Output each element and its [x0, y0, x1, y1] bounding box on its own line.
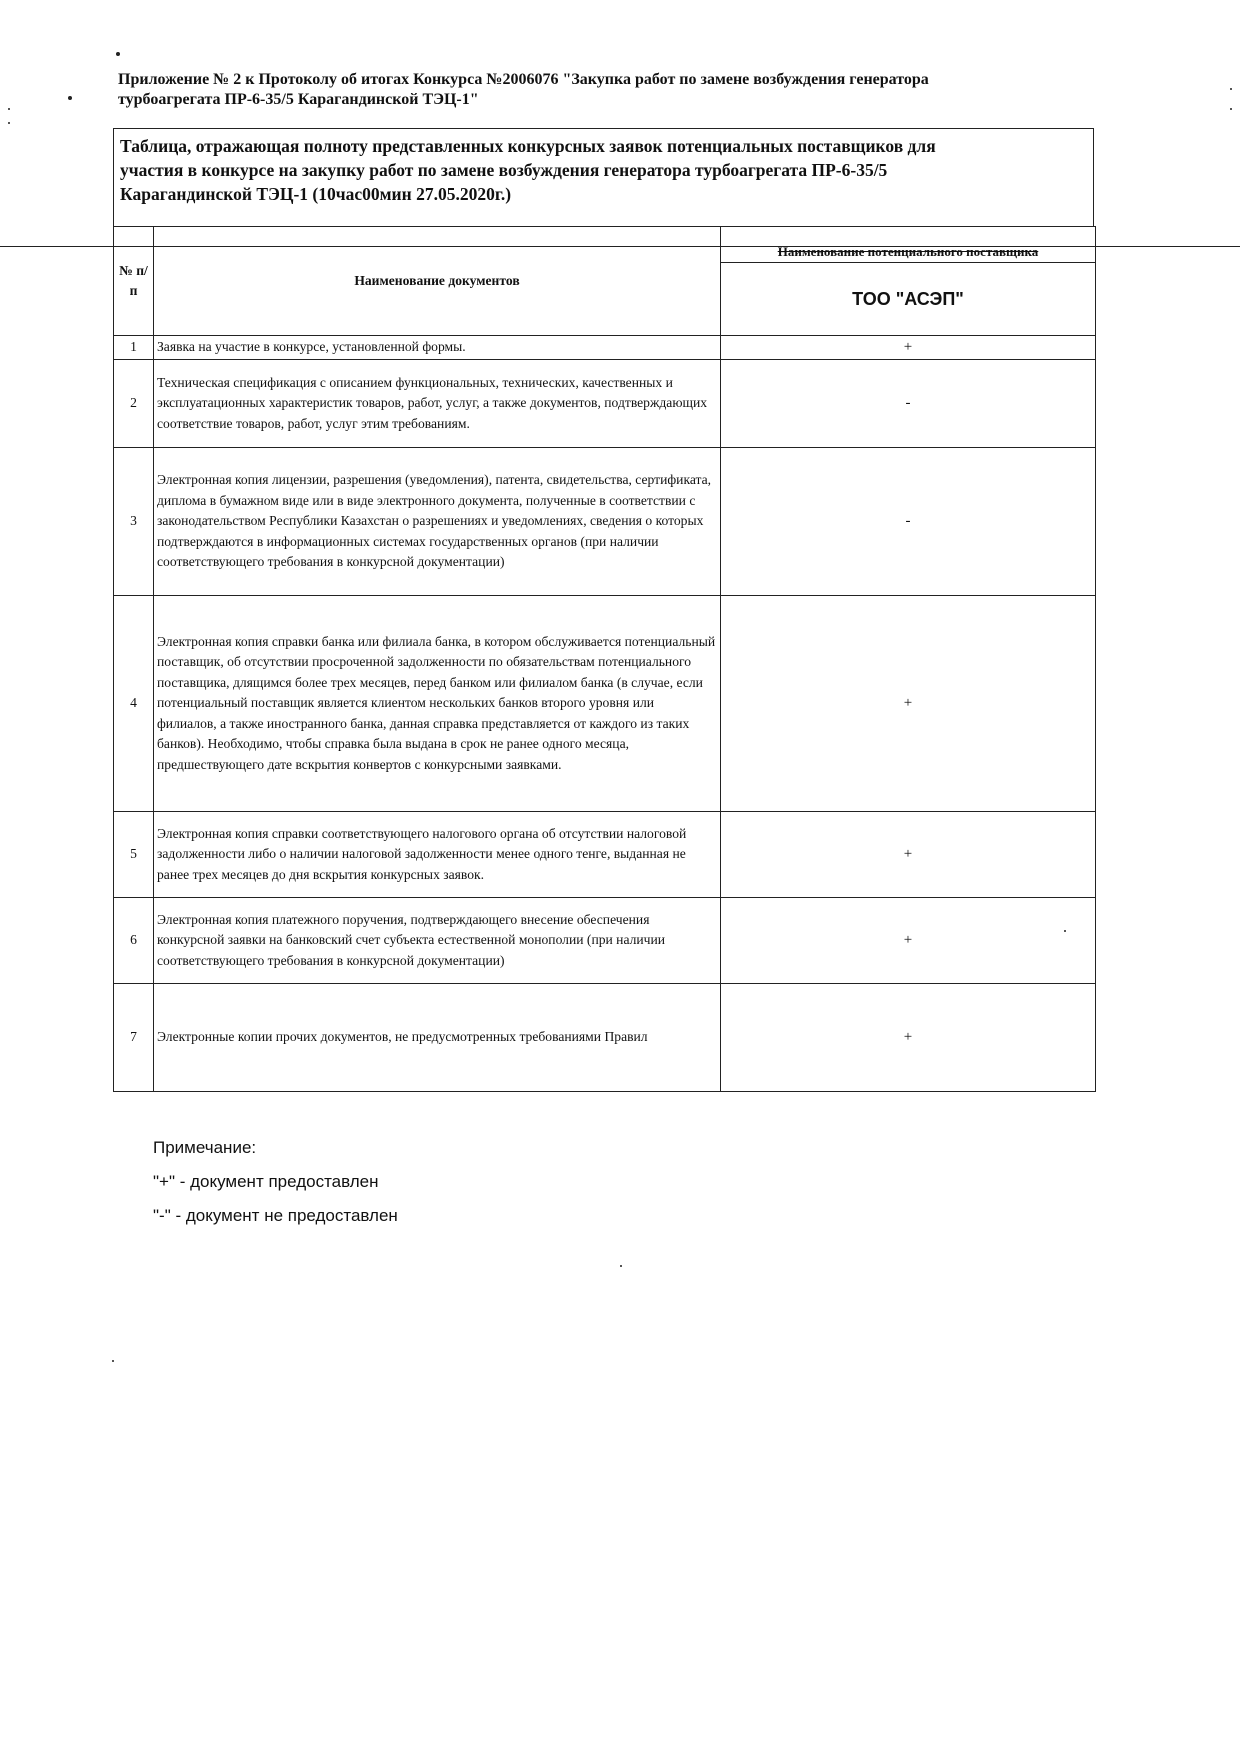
note-block: [153, 1131, 398, 1233]
row-number: 6: [114, 898, 154, 984]
row-document: Электронные копии прочих документов, не предусмотренных требованиями Правил: [154, 984, 721, 1092]
supplier-name: ТОО "АСЭП": [721, 263, 1096, 336]
table-title-box: [113, 128, 1094, 226]
row-mark: +: [721, 336, 1096, 360]
row-number: 2: [114, 360, 154, 448]
documents-table: [113, 226, 1096, 1092]
row-mark: +: [721, 984, 1096, 1092]
header-num: № п/п: [114, 227, 154, 336]
table-row: [114, 448, 1096, 596]
scan-speck: [1230, 108, 1232, 110]
table-title: [114, 129, 1093, 206]
header-line-2: турбоагрегата ПР-6-35/5 Карагандинской ТЭЦ-1": [118, 91, 479, 108]
horizontal-rule: [0, 246, 1240, 247]
table-row: [114, 984, 1096, 1092]
note-title: Примечание:: [153, 1138, 257, 1157]
note-minus-legend: "-" - документ не предоставлен: [153, 1206, 398, 1225]
document-header: [118, 70, 1068, 110]
table-row: [114, 898, 1096, 984]
scan-speck: [1230, 88, 1232, 90]
table-row: [114, 336, 1096, 360]
row-document: Электронная копия справки банка или филиала банка, в котором обслуживается потенциальный поставщик, об отсутствии просроченной задолженности по обязательствам потенциального поставщика, длящимся более трех месяцев, перед банком или филиалом банка (в случае, если потенциальный поставщик является клиентом нескольких банков второго уровня или филиалов, а также иностранного банка, данная справка представляется от каждого из таких банков). Необходимо, чтобы справка была выдана в срок не ранее одного месяца, предшествующего дате вскрытия конвертов с конкурсными заявками.: [154, 596, 721, 812]
row-document: Электронная копия платежного поручения, подтверждающего внесение обеспечения конкурсной заявки на банковский счет субъекта естественной монополии (при наличии соответствующего требования в конкурсной документации): [154, 898, 721, 984]
header-line-1: Приложение № 2 к Протоколу об итогах Конкурса №2006076 "Закупка работ по замене возбуждения генератора: [118, 71, 929, 88]
row-number: 7: [114, 984, 154, 1092]
scan-speck: [620, 1265, 622, 1267]
row-mark: +: [721, 596, 1096, 812]
row-number: 1: [114, 336, 154, 360]
row-mark: +: [721, 898, 1096, 984]
header-documents: Наименование документов: [154, 227, 721, 336]
scan-speck: [112, 1360, 114, 1362]
table-title-line-3: Карагандинской ТЭЦ-1 (10час00мин 27.05.2020г.): [120, 184, 512, 204]
row-document: Электронная копия лицензии, разрешения (уведомления), патента, свидетельства, сертификата, диплома в бумажном виде или в виде электронного документа, полученные в соответствии с законодательством Республики Казахстан о разрешениях и уведомлениях, сведения о которых подтверждаются в информационных системах государственных органов (при наличии соответствующего требования в конкурсной документации): [154, 448, 721, 596]
row-document: Электронная копия справки соответствующего налогового органа об отсутствии налоговой задолженности либо о наличии налоговой задолженности менее одного тенге, выданная не ранее трех месяцев до дня вскрытия конкурсных заявок.: [154, 812, 721, 898]
row-number: 3: [114, 448, 154, 596]
row-number: 4: [114, 596, 154, 812]
table-title-line-2: участия в конкурсе на закупку работ по замене возбуждения генератора турбоагрегата ПР-6-35/5: [120, 160, 888, 180]
table-header-row: [114, 227, 1096, 263]
scan-speck: [8, 108, 10, 110]
header-supplier: Наименование потенциального поставщика: [721, 227, 1096, 263]
scan-speck: [116, 52, 120, 56]
table-row: [114, 360, 1096, 448]
scan-speck: [8, 122, 10, 124]
row-mark: +: [721, 812, 1096, 898]
row-document: Техническая спецификация с описанием функциональных, технических, качественных и эксплуатационных характеристик товаров, работ, услуг, а также документов, подтверждающих соответствие товаров, работ, услуг этим требованиям.: [154, 360, 721, 448]
row-mark: -: [721, 360, 1096, 448]
note-plus-legend: "+" - документ предоставлен: [153, 1172, 379, 1191]
table-row: [114, 596, 1096, 812]
row-document: Заявка на участие в конкурсе, установленной формы.: [154, 336, 721, 360]
row-number: 5: [114, 812, 154, 898]
row-mark: -: [721, 448, 1096, 596]
table-title-line-1: Таблица, отражающая полноту представленных конкурсных заявок потенциальных поставщиков для: [120, 136, 936, 156]
scan-speck: [68, 96, 72, 100]
table-row: [114, 812, 1096, 898]
